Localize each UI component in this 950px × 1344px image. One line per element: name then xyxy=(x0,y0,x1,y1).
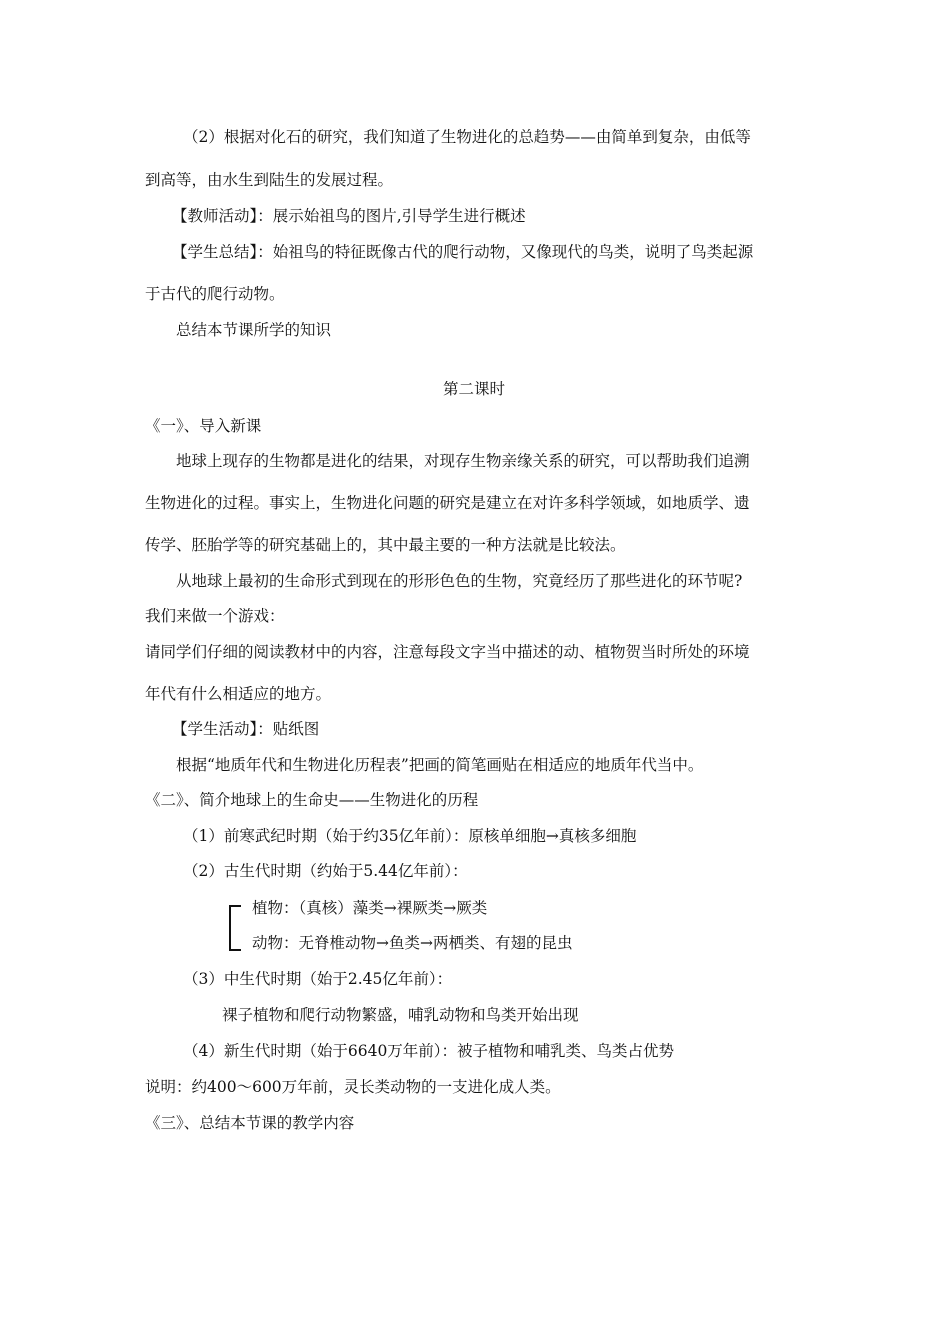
section-title: 第二课时 xyxy=(443,380,506,398)
paragraph-line: 生物进化的过程。事实上，生物进化问题的研究是建立在对许多科学领域，如地质学、遗 xyxy=(145,494,750,512)
era-item: （1）前寒武纪时期（始于约35亿年前）：原核单细胞→真核多细胞 xyxy=(183,827,637,845)
section-heading: 《三》、总结本节课的教学内容 xyxy=(145,1114,355,1132)
paragraph-line: （2）根据对化石的研究，我们知道了生物进化的总趋势——由简单到复杂，由低等 xyxy=(183,128,751,146)
bracket-divider xyxy=(229,905,239,951)
paragraph-line: 根据“地质年代和生物进化历程表”把画的简笔画贴在相适应的地质年代当中。 xyxy=(176,756,704,774)
paragraph-line: 于古代的爬行动物。 xyxy=(145,285,285,303)
paragraph-line: 【学生活动】：贴纸图 xyxy=(172,720,320,738)
paragraph-line: 请同学们仔细的阅读教材中的内容，注意每段文字当中描述的动、植物贺当时所处的环境 xyxy=(145,643,750,661)
era-item: （2）古生代时期（约始于5.44亿年前）： xyxy=(183,862,468,880)
paragraph-line: 地球上现存的生物都是进化的结果，对现存生物亲缘关系的研究，可以帮助我们追溯 xyxy=(176,452,750,470)
section-heading: 《二》、简介地球上的生命史——生物进化的历程 xyxy=(145,791,479,809)
note-line: 说明：约400～600万年前，灵长类动物的一支进化成人类。 xyxy=(145,1078,561,1096)
era-subitem: 植物：（真核）藻类→裸厥类→厥类 xyxy=(252,899,488,917)
paragraph-line: 总结本节课所学的知识 xyxy=(176,321,332,339)
era-item: （3）中生代时期（始于2.45亿年前）： xyxy=(183,970,453,988)
paragraph-line: 从地球上最初的生命形式到现在的形形色色的生物，究竟经历了那些进化的环节呢? xyxy=(176,572,743,590)
paragraph-line: 年代有什么相适应的地方。 xyxy=(145,685,332,703)
paragraph-line: 我们来做一个游戏： xyxy=(145,607,285,625)
era-item: （4）新生代时期（始于6640万年前）：被子植物和哺乳类、鸟类占优势 xyxy=(183,1042,675,1060)
paragraph-line: 到高等，由水生到陆生的发展过程。 xyxy=(145,171,394,189)
paragraph-line: 【学生总结】：始祖鸟的特征既像古代的爬行动物，又像现代的鸟类，说明了鸟类起源 xyxy=(172,243,754,261)
era-subitem: 动物：无脊椎动物→鱼类→两栖类、有翅的昆虫 xyxy=(252,934,573,952)
section-heading: 《一》、导入新课 xyxy=(145,417,262,435)
era-subitem: 裸子植物和爬行动物繁盛，哺乳动物和鸟类开始出现 xyxy=(222,1006,579,1024)
paragraph-line: 【教师活动】：展示始祖鸟的图片,引导学生进行概述 xyxy=(172,207,526,225)
paragraph-line: 传学、胚胎学等的研究基础上的，其中最主要的一种方法就是比较法。 xyxy=(145,536,626,554)
